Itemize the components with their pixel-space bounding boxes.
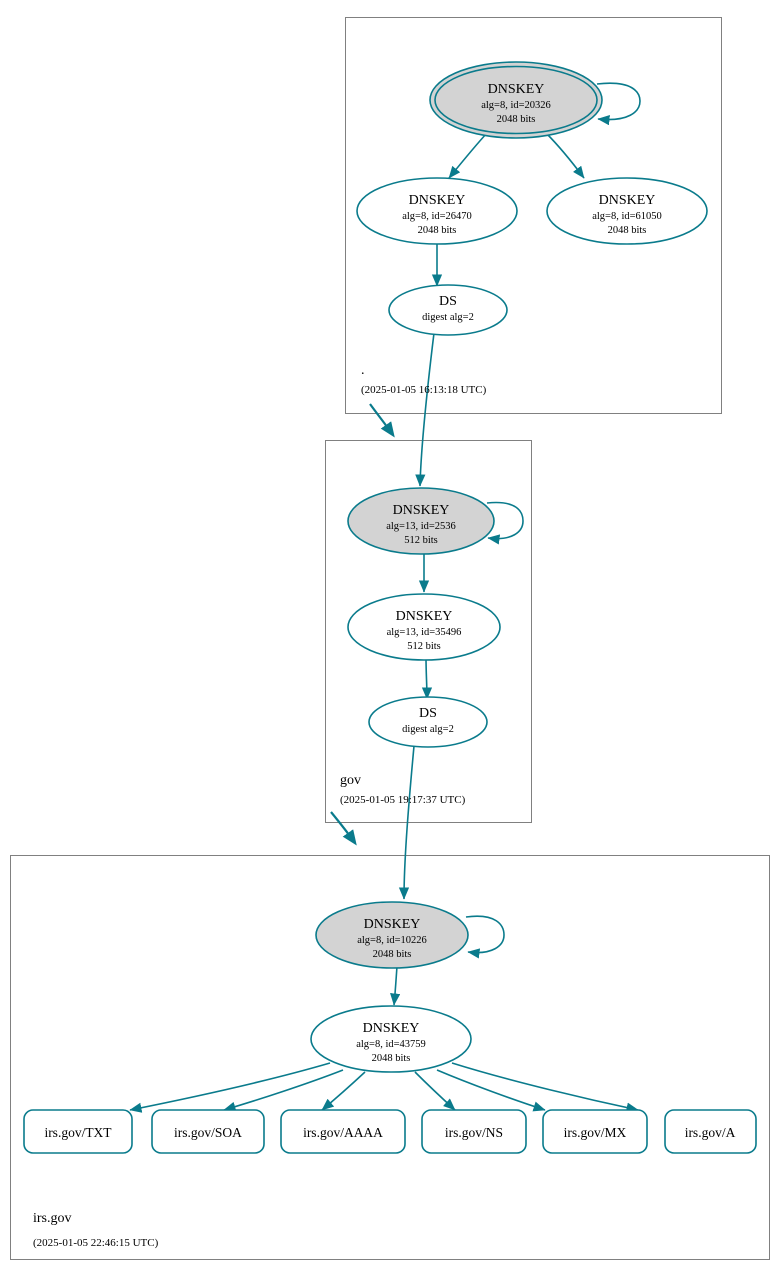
node-bits: 2048 bits: [496, 114, 536, 125]
node-gov-ksk[interactable]: [348, 488, 494, 554]
zone-label-irsgov: irs.gov: [33, 1211, 72, 1226]
node-label: DNSKEY: [487, 82, 545, 97]
rrset-irs-gov-txt[interactable]: [24, 1110, 132, 1153]
node-detail: alg=13, id=2536: [386, 521, 456, 532]
node-label: DS: [419, 706, 437, 721]
node-label: DNSKEY: [408, 193, 466, 208]
node-label: DNSKEY: [598, 193, 656, 208]
node-root-zsk-26470[interactable]: [357, 178, 517, 244]
zone-timestamp-irsgov: (2025-01-05 22:46:15 UTC): [33, 1237, 159, 1249]
node-detail: alg=8, id=43759: [356, 1039, 426, 1050]
zone-label-root: .: [361, 363, 365, 378]
rrset-irs-gov-aaaa[interactable]: [281, 1110, 405, 1153]
node-label: DNSKEY: [395, 609, 453, 624]
node-label: DNSKEY: [362, 1021, 420, 1036]
rrset-label: irs.gov/NS: [444, 1125, 504, 1140]
node-detail: digest alg=2: [402, 724, 454, 735]
node-irs-ksk[interactable]: [316, 902, 468, 968]
rrset-label: irs.gov/AAAA: [303, 1125, 383, 1140]
node-root-ksk[interactable]: [430, 62, 602, 138]
node-label: DNSKEY: [363, 917, 421, 932]
edge-gov-35496-to-ds: [426, 657, 427, 699]
node-detail: alg=8, id=20326: [481, 100, 551, 111]
node-gov-zsk-35496[interactable]: [348, 594, 500, 660]
node-bits: 2048 bits: [417, 225, 457, 236]
node-bits: 2048 bits: [371, 1053, 411, 1064]
node-irs-zsk-43759[interactable]: [311, 1006, 471, 1072]
rrset-label: irs.gov/SOA: [174, 1125, 242, 1140]
node-root-zsk-61050[interactable]: [547, 178, 707, 244]
node-detail: alg=8, id=61050: [592, 211, 662, 222]
node-root-ds[interactable]: [389, 285, 507, 335]
node-label: DNSKEY: [392, 503, 450, 518]
rrset-irs-gov-mx[interactable]: [543, 1110, 647, 1153]
rrset-irs-gov-soa[interactable]: [152, 1110, 264, 1153]
rrset-label: irs.gov/TXT: [44, 1125, 112, 1140]
node-detail: alg=8, id=10226: [357, 935, 427, 946]
rrset-irs-gov-a[interactable]: [665, 1110, 756, 1153]
zone-timestamp-gov: (2025-01-05 19:17:37 UTC): [340, 794, 466, 806]
rrset-irs-gov-ns[interactable]: [422, 1110, 526, 1153]
node-bits: 2048 bits: [372, 949, 412, 960]
node-gov-ds[interactable]: [369, 697, 487, 747]
rrset-label: irs.gov/A: [684, 1125, 736, 1140]
node-detail: alg=8, id=26470: [402, 211, 472, 222]
node-bits: 2048 bits: [607, 225, 647, 236]
node-detail: digest alg=2: [422, 312, 474, 323]
node-bits: 512 bits: [407, 641, 441, 652]
zone-label-gov: gov: [340, 773, 361, 788]
node-detail: alg=13, id=35496: [386, 627, 462, 638]
rrset-label: irs.gov/MX: [563, 1125, 627, 1140]
node-label: DS: [439, 294, 457, 309]
zone-timestamp-root: (2025-01-05 16:13:18 UTC): [361, 384, 487, 396]
node-bits: 512 bits: [404, 535, 438, 546]
